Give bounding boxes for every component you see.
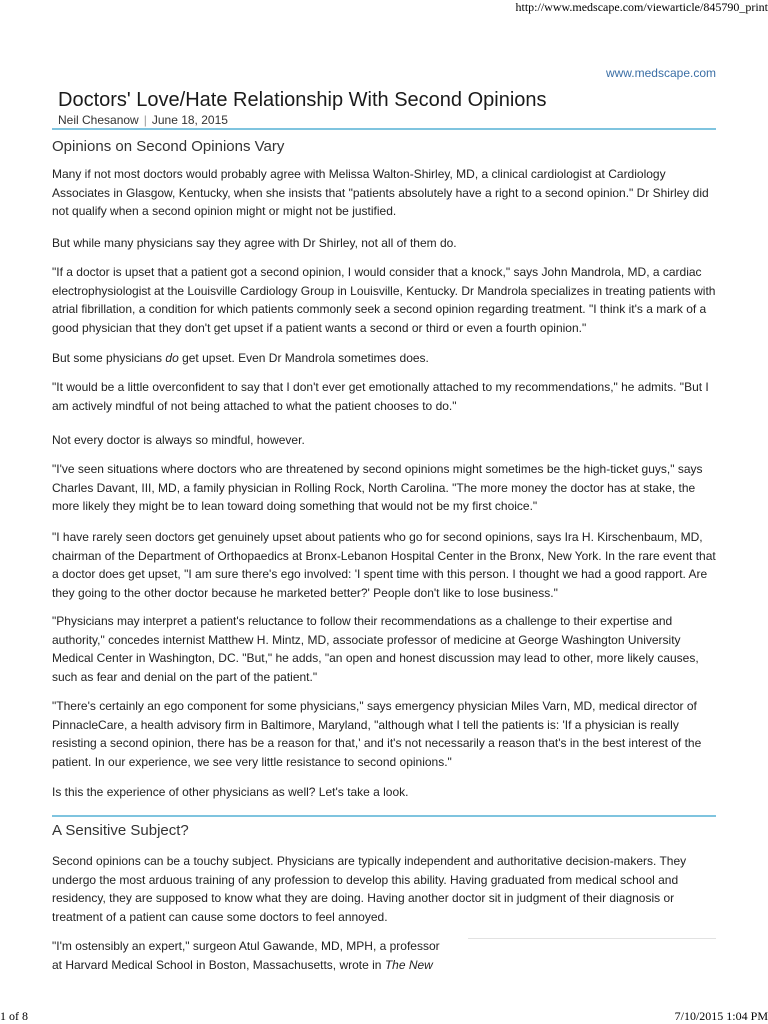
emphasis: The New — [384, 957, 433, 972]
paragraph: "It would be a little overconfident to say that I don't ever get emotionally attached to my recommendations," he admits. "But I am actively mindful of not being attached to what the patient chooses to do." — [52, 380, 709, 413]
byline — [58, 113, 228, 127]
page-number: 1 of 8 — [0, 1009, 28, 1023]
section-title: A Sensitive Subject? — [52, 822, 189, 839]
paragraph: Is this the experience of other physicians as well? Let's take a look. — [52, 785, 409, 799]
paragraph: "If a doctor is upset that a patient got a second opinion, I would consider that a knock," says John Mandrola, MD, a cardiac electrophysiologist at the Louisville Cardiology Group in Louisville, Kentucky. Dr Mandrola specializes in treating patients with atrial fibrillation, a condition for which patients commonly seek a second opinion regarding treatment. "I think it's a mark of a good physician that they don't get upset if a patient wants a second or third or even a fourth opinion." — [52, 265, 716, 335]
print-timestamp: 7/10/2015 1:04 PM — [674, 1009, 768, 1023]
section-divider — [52, 815, 716, 817]
header-divider — [52, 128, 716, 130]
paragraph: "I've seen situations where doctors who are threatened by second opinions might sometimes be the high-ticket guys," says Charles Davant, III, MD, a family physician in Rolling Rock, North Carolina. "The more money the doctor has at stake, the more likely they might be to lean toward doing something that would not be my first choice." — [52, 462, 703, 514]
paragraph: "I have rarely seen doctors get genuinely upset about patients who go for second opinions, says Ira H. Kirschenbaum, MD, chairman of the Department of Orthopaedics at Bronx-Lebanon Hospital Center in the Bronx, New York. In the rare event that a doctor does get upset, "I am sure there's ego involved: 'I spent time with this person. I thought we had a good rapport. Are they going to the other doctor because he marketed better?' People don't like to lose business." — [52, 530, 716, 600]
paragraph: "There's certainly an ego component for some physicians," says emergency physician Miles Varn, MD, medical director of PinnacleCare, a health advisory firm in Baltimore, Maryland, "although what I tell the patients is: 'If a physician is really resisting a second opinion, there has be a reason for that,' and it's not necessarily a reason that's in the best interest of the patient. In our experience, we see very little resistance to second opinions." — [52, 699, 702, 769]
article-headline: Doctors' Love/Hate Relationship With Second Opinions — [58, 89, 547, 111]
paragraph: "Physicians may interpret a patient's reluctance to follow their recommendations as a challenge to their expertise and authority," concedes internist Matthew H. Mintz, MD, associate professor of medicine at George Washington University Medical Center in Washington, DC. "But," he adds, "an open and honest discussion may lead to other, more likely causes, such as fear and denial on the part of the patient." — [52, 614, 699, 684]
site-link[interactable]: www.medscape.com — [605, 66, 716, 80]
publish-date: June 18, 2015 — [151, 113, 228, 127]
section-title: Opinions on Second Opinions Vary — [52, 138, 285, 155]
paragraph: But some physicians do get upset. Even Dr Mandrola sometimes does. — [52, 351, 429, 365]
author-name: Neil Chesanow — [58, 113, 139, 127]
paragraph: Many if not most doctors would probably agree with Melissa Walton-Shirley, MD, a clinical cardiologist at Cardiology Associates in Glasgow, Kentucky, when she insists that "patients absolutely have a right to a second opinion." Dr Shirley did not qualify when a second opinion might or might not be justified. — [52, 167, 709, 219]
byline-separator: | — [143, 113, 147, 127]
sidebar-divider — [468, 938, 716, 939]
paragraph: "I'm ostensibly an expert," surgeon Atul Gawande, MD, MPH, a professor at Harvard Medical School in Boston, Massachusetts, wrote in The New — [52, 939, 440, 972]
paragraph: Not every doctor is always so mindful, however. — [52, 433, 305, 447]
paragraph: But while many physicians say they agree with Dr Shirley, not all of them do. — [52, 236, 457, 250]
emphasis: do — [165, 351, 179, 365]
paragraph: Second opinions can be a touchy subject. Physicians are typically independent and authoritative decision-makers. They undergo the most arduous training of any profession to develop this ability. Having graduated from medical school and residency, they are supposed to know what they are doing. Having another doctor sit in judgment of their diagnosis or treatment of a patient can cause some doctors to feel annoyed. — [52, 854, 687, 924]
print-url: http://www.medscape.com/viewarticle/845790_print — [515, 0, 768, 14]
